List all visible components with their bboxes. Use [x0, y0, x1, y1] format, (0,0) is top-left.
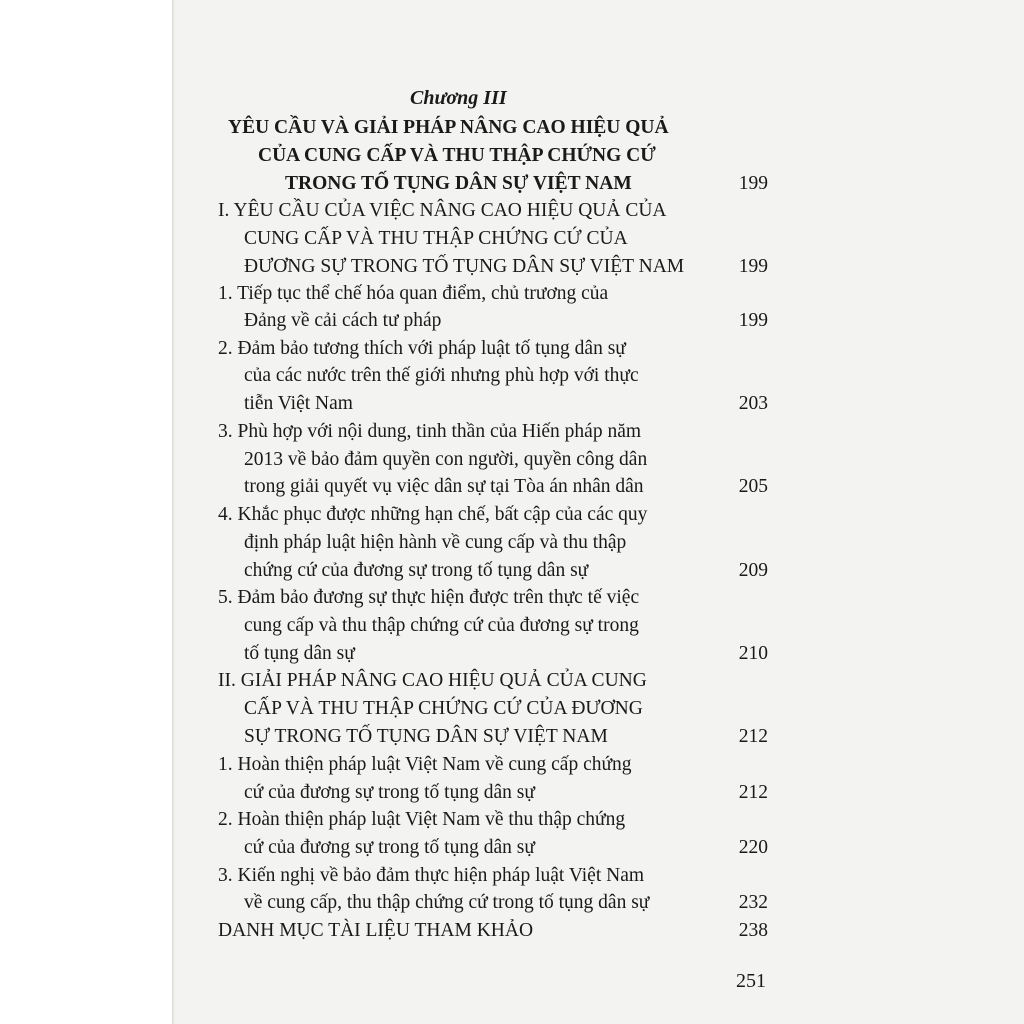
toc-entry-line: 2. Đảm bảo tương thích với pháp luật tố tụng dân sự: [218, 338, 626, 359]
toc-entry-line: 4. Khắc phục được những hạn chế, bất cập của các quy: [218, 504, 648, 525]
toc-entry-line: 3. Kiến nghị về bảo đảm thực hiện pháp luật Việt Nam: [218, 865, 645, 886]
toc-entry-line: 2013 về bảo đảm quyền con người, quyền công dân: [244, 449, 648, 470]
toc-page-number: 199: [738, 310, 768, 331]
toc-entry-line: II. GIẢI PHÁP NÂNG CAO HIỆU QUẢ CỦA CUNG: [218, 670, 647, 691]
toc-entry-line: tiễn Việt Nam: [244, 393, 353, 414]
toc-entry-line: trong giải quyết vụ việc dân sự tại Tòa án nhân dân: [244, 476, 644, 497]
toc-entry-line: 1. Hoàn thiện pháp luật Việt Nam về cung cấp chứng: [218, 754, 632, 775]
chapter-page-number: 199: [738, 173, 768, 194]
toc-entry-line: Đảng về cải cách tư pháp: [244, 310, 442, 331]
toc-page-number: 205: [738, 476, 768, 497]
chapter-title-line: CỦA CUNG CẤP VÀ THU THẬP CHỨNG CỨ: [258, 145, 656, 166]
toc-page-number: 212: [738, 782, 768, 803]
chapter-title-line: TRONG TỐ TỤNG DÂN SỰ VIỆT NAM: [285, 173, 632, 194]
toc-entry-line: cứ của đương sự trong tố tụng dân sự: [244, 782, 535, 803]
toc-page-number: 199: [738, 256, 768, 277]
toc-entry-line: I. YÊU CẦU CỦA VIỆC NÂNG CAO HIỆU QUẢ CỦA: [218, 200, 667, 221]
page-edge: [172, 0, 175, 1024]
toc-page-number: 220: [738, 837, 768, 858]
toc-entry-line: 1. Tiếp tục thể chế hóa quan điểm, chủ trương của: [218, 283, 609, 304]
toc-entry-line: DANH MỤC TÀI LIỆU THAM KHẢO: [218, 920, 534, 941]
toc-page-number: 238: [738, 920, 768, 941]
toc-entry-line: 5. Đảm bảo đương sự thực hiện được trên thực tế việc: [218, 587, 640, 608]
toc-page-number: 212: [738, 726, 768, 747]
toc-entry-line: CẤP VÀ THU THẬP CHỨNG CỨ CỦA ĐƯƠNG: [244, 698, 643, 719]
toc-entry-line: tố tụng dân sự: [244, 643, 355, 664]
toc-entry-line: về cung cấp, thu thập chứng cứ trong tố tụng dân sự: [244, 892, 650, 913]
toc-entry-line: CUNG CẤP VÀ THU THẬP CHỨNG CỨ CỦA: [244, 228, 628, 249]
toc-entry-line: 2. Hoàn thiện pháp luật Việt Nam về thu thập chứng: [218, 809, 626, 830]
toc-page-number: 210: [738, 643, 768, 664]
toc-entry-line: của các nước trên thế giới nhưng phù hợp với thực: [244, 365, 639, 386]
toc-entry-line: cung cấp và thu thập chứng cứ của đương sự trong: [244, 615, 639, 636]
toc-entry-line: 3. Phù hợp với nội dung, tinh thần của Hiến pháp năm: [218, 421, 642, 442]
toc-page-number: 232: [738, 892, 768, 913]
toc-entry-line: cứ của đương sự trong tố tụng dân sự: [244, 837, 535, 858]
folio-page-number: 251: [736, 970, 766, 992]
toc-entry-line: định pháp luật hiện hành về cung cấp và thu thập: [244, 532, 627, 553]
toc-page-number: 209: [738, 560, 768, 581]
toc-entry-line: chứng cứ của đương sự trong tố tụng dân sự: [244, 560, 589, 581]
chapter-label: Chương III: [410, 87, 507, 109]
chapter-title-line: YÊU CẦU VÀ GIẢI PHÁP NÂNG CAO HIỆU QUẢ: [228, 117, 669, 138]
toc-entry-line: SỰ TRONG TỐ TỤNG DÂN SỰ VIỆT NAM: [244, 726, 608, 747]
toc-entry-line: ĐƯƠNG SỰ TRONG TỐ TỤNG DÂN SỰ VIỆT NAM: [244, 256, 685, 277]
toc-page-number: 203: [738, 393, 768, 414]
